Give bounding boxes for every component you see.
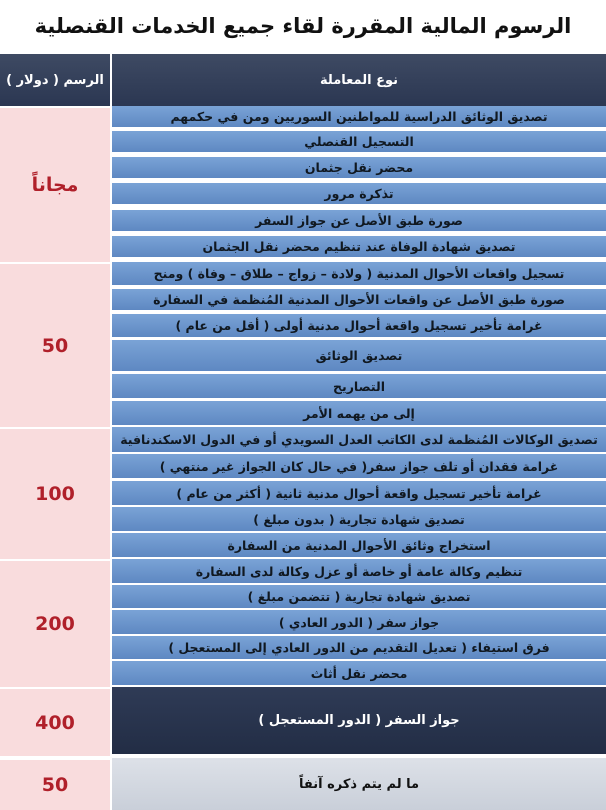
list-item: صورة طبق الأصل عن واقعات الأحوال المدنية المُنظمة في السفارة (112, 289, 606, 312)
list-item: غرامة فقدان أو تلف جواز سفر( في حال كان الجواز غير منتهي ) (112, 454, 606, 480)
list-item: ما لم يتم ذكره آنفاً (112, 758, 606, 810)
list-item: تصديق الوثائق الدراسية للمواطنين السوريين ومن في حكمهم (112, 106, 606, 129)
list-item: التسجيل القنصلي (112, 131, 606, 154)
table-header (0, 54, 606, 106)
fee-cell-100: 100 (0, 427, 110, 559)
fees-table (0, 54, 606, 810)
list-item: تذكرة مرور (112, 183, 606, 206)
fee-cell-free: مجاناً (0, 106, 110, 262)
list-item: جواز السفر ( الدور المستعجل ) (112, 687, 606, 756)
list-item: تنظيم وكالة عامة أو خاصة أو عزل وكالة لدى السفارة (112, 559, 606, 585)
list-item: تصديق شهادة الوفاة عند تنظيم محضر نقل الجثمان (112, 236, 606, 259)
list-item: غرامة تأخير تسجيل واقعة أحوال مدنية أولى ( أقل من عام ) (112, 314, 606, 339)
list-item: محضر نقل جثمان (112, 157, 606, 180)
list-item: التصاريح (112, 374, 606, 400)
list-item: غرامة تأخير تسجيل واقعة أحوال مدنية ثانية ( أكثر من عام ) (112, 481, 606, 507)
list-item: تسجيل واقعات الأحوال المدنية ( ولادة – زواج – طلاق – وفاة ) ومنح (112, 262, 606, 287)
list-item: جواز سفر ( الدور العادي ) (112, 610, 606, 636)
fee-column-header: الرسم ( دولار ) (0, 54, 110, 106)
list-item: محضر نقل أثاث (112, 661, 606, 687)
fee-cell-400: 400 (0, 687, 110, 756)
page-title: الرسوم المالية المقررة لقاء جميع الخدمات القنصلية (34, 14, 572, 38)
list-item: استخراج وثائق الأحوال المدنية من السفارة (112, 533, 606, 559)
list-item: تصديق شهادة تجارية ( تتضمن مبلغ ) (112, 585, 606, 610)
list-item: فرق استيفاء ( تعديل التقديم من الدور العادي إلى المستعجل ) (112, 636, 606, 661)
fee-cell-50: 50 (0, 262, 110, 427)
list-item: إلى من يهمه الأمر (112, 401, 606, 427)
list-item: تصديق الوكالات المُنظمة لدى الكاتب العدل السويدي أو في الدول الاسكندنافية (112, 427, 606, 454)
type-column-header: نوع المعاملة (112, 54, 606, 106)
list-item: تصديق شهادة تجارية ( بدون مبلغ ) (112, 507, 606, 533)
list-item: صورة طبق الأصل عن جواز السفر (112, 210, 606, 233)
fee-cell-200: 200 (0, 559, 110, 687)
fee-cell-50-other: 50 (0, 758, 110, 810)
list-item: تصديق الوثائق (112, 340, 606, 373)
